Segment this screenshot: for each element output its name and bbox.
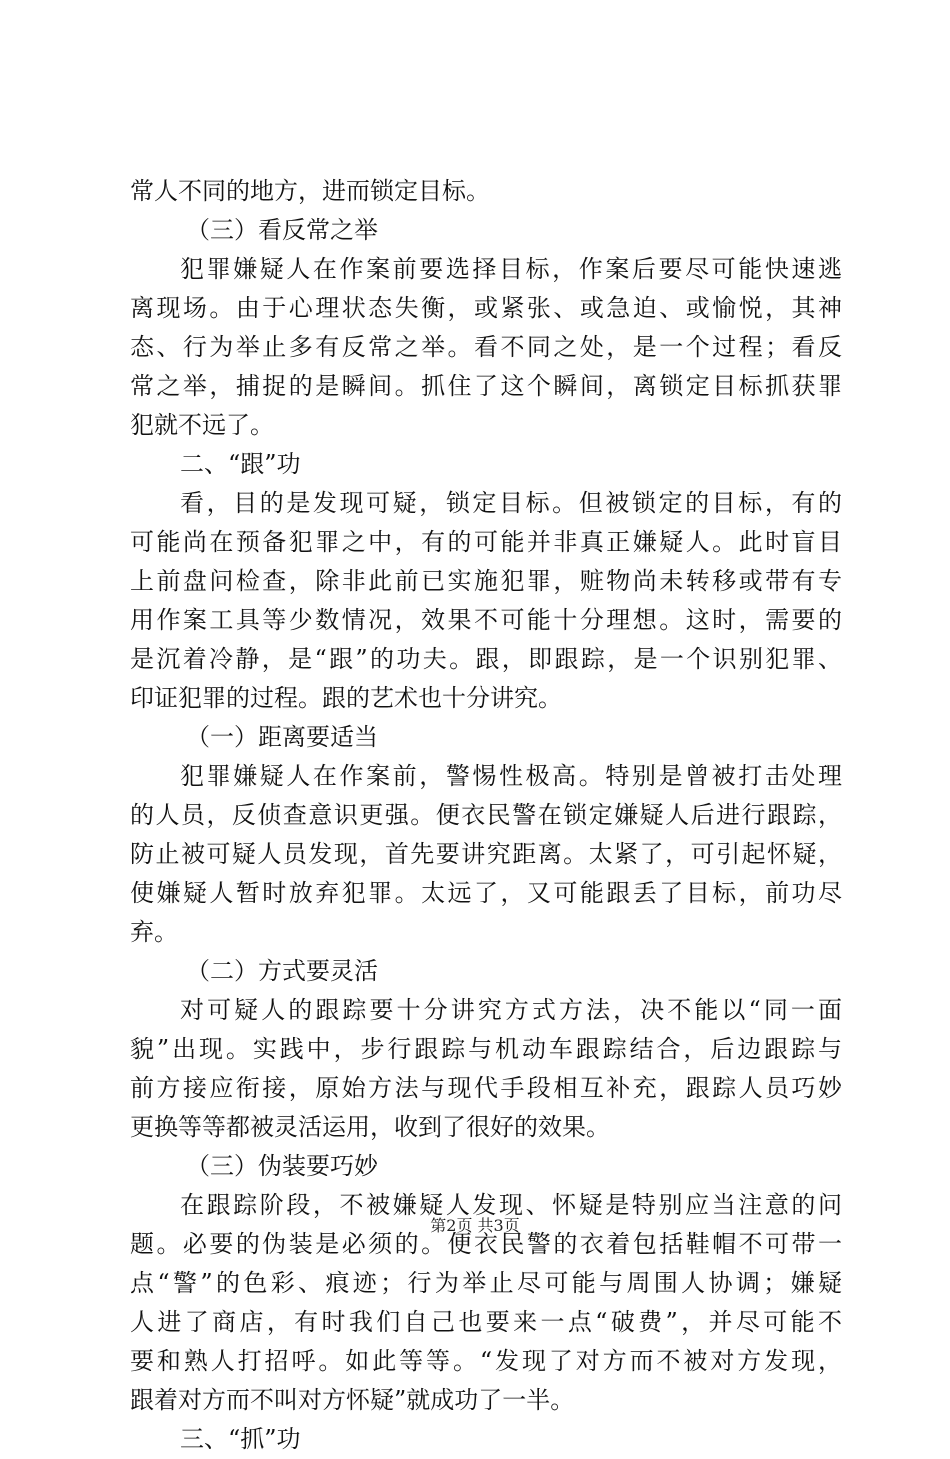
paragraph-line: 态、行为举止多有反常之举。看不同之处，是一个过程；看反 (130, 333, 842, 361)
paragraph-line: 犯罪嫌疑人在作案前要选择目标，作案后要尽可能快速逃 (180, 255, 842, 283)
section-heading: 三、“抓”功 (180, 1425, 301, 1453)
paragraph-line: 的人员，反侦查意识更强。便衣民警在锁定嫌疑人后进行跟踪， (130, 801, 842, 829)
paragraph-line: 貌”出现。实践中，步行跟踪与机动车跟踪结合，后边跟踪与 (130, 1035, 842, 1063)
paragraph-line: 更换等等都被灵活运用，收到了很好的效果。 (130, 1113, 610, 1141)
paragraph-line: 可能尚在预备犯罪之中，有的可能并非真正嫌疑人。此时盲目 (130, 528, 842, 556)
paragraph-line: 常人不同的地方，进而锁定目标。 (130, 177, 490, 205)
paragraph-line: 要和熟人打招呼。如此等等。“发现了对方而不被对方发现， (130, 1347, 842, 1375)
paragraph-line: 是沉着冷静，是“跟”的功夫。跟，即跟踪，是一个识别犯罪、 (130, 645, 842, 673)
subsection-heading: （三）看反常之举 (186, 216, 378, 244)
paragraph-line: 印证犯罪的过程。跟的艺术也十分讲究。 (130, 684, 562, 712)
paragraph-line: 用作案工具等少数情况，效果不可能十分理想。这时，需要的 (130, 606, 842, 634)
paragraph-line: 看，目的是发现可疑，锁定目标。但被锁定的目标，有的 (180, 489, 842, 517)
paragraph-line: 使嫌疑人暂时放弃犯罪。太远了，又可能跟丢了目标，前功尽 (130, 879, 842, 907)
paragraph-line: 对可疑人的跟踪要十分讲究方式方法，决不能以“同一面 (180, 996, 842, 1024)
paragraph-line: 犯就不远了。 (130, 411, 274, 439)
section-heading: 二、“跟”功 (180, 450, 301, 478)
paragraph-line: 弃。 (130, 918, 178, 946)
paragraph-line: 上前盘问检查，除非此前已实施犯罪，赃物尚未转移或带有专 (130, 567, 842, 595)
paragraph-line: 常之举，捕捉的是瞬间。抓住了这个瞬间，离锁定目标抓获罪 (130, 372, 842, 400)
paragraph-line: 在跟踪阶段，不被嫌疑人发现、怀疑是特别应当注意的问 (180, 1191, 842, 1219)
paragraph-line: 前方接应衔接，原始方法与现代手段相互补充，跟踪人员巧妙 (130, 1074, 842, 1102)
paragraph-line: 跟着对方而不叫对方怀疑”就成功了一半。 (130, 1386, 575, 1414)
paragraph-line: 点“警”的色彩、痕迹；行为举止尽可能与周围人协调；嫌疑 (130, 1269, 842, 1297)
paragraph-line: 离现场。由于心理状态失衡，或紧张、或急迫、或愉悦，其神 (130, 294, 842, 322)
page-footer: 第2页 共3页 (430, 1216, 520, 1235)
paragraph-line: 犯罪嫌疑人在作案前，警惕性极高。特别是曾被打击处理 (180, 762, 842, 790)
paragraph-line: 人进了商店，有时我们自己也要来一点“破费”，并尽可能不 (130, 1308, 842, 1336)
paragraph-line: 题。必要的伪装是必须的。便衣民警的衣着包括鞋帽不可带一 (130, 1230, 842, 1258)
subsection-heading: （二）方式要灵活 (186, 957, 378, 985)
body-text (130, 172, 842, 1459)
subsection-heading: （一）距离要适当 (186, 723, 378, 751)
paragraph-line: 防止被可疑人员发现，首先要讲究距离。太紧了，可引起怀疑， (130, 840, 842, 868)
subsection-heading: （三）伪装要巧妙 (186, 1152, 378, 1180)
